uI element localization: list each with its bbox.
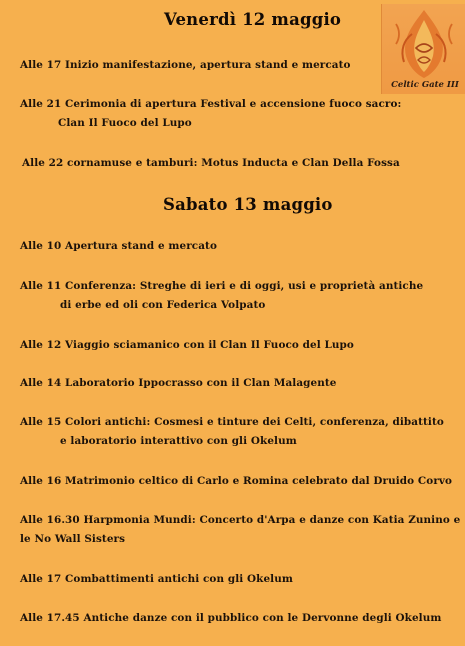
saturday-line-3: Alle 12 Viaggio sciamanico con il Clan Il Fuoco del Lupo bbox=[20, 339, 354, 351]
saturday-line-1: Alle 10 Apertura stand e mercato bbox=[20, 240, 217, 252]
saturday-line-2: Alle 11 Conferenza: Streghe di ieri e di oggi, usi e proprietà antiche bbox=[20, 280, 424, 292]
saturday-line-6: Alle 16 Matrimonio celtico di Carlo e Romina celebrato dal Druido Corvo bbox=[20, 475, 453, 487]
saturday-heading: Sabato 13 maggio bbox=[163, 195, 333, 214]
friday-line-1: Alle 17 Inizio manifestazione, apertura stand e mercato bbox=[20, 59, 351, 71]
celtic-gate-logo bbox=[381, 4, 465, 94]
saturday-line-2-cont: di erbe ed oli con Federica Volpato bbox=[60, 299, 266, 311]
saturday-line-5-cont: e laboratorio interattivo con gli Okelum bbox=[60, 435, 297, 447]
logo-text: Celtic Gate III bbox=[391, 80, 459, 90]
friday-line-3: Alle 22 cornamuse e tamburi: Motus Inducta e Clan Della Fossa bbox=[22, 157, 400, 169]
friday-heading: Venerdì 12 maggio bbox=[164, 10, 342, 29]
saturday-line-8: Alle 17 Combattimenti antichi con gli Okelum bbox=[20, 573, 293, 585]
saturday-line-5: Alle 15 Colori antichi: Cosmesi e tinture dei Celti, conferenza, dibattito bbox=[20, 416, 444, 428]
friday-line-2-cont: Clan Il Fuoco del Lupo bbox=[58, 117, 192, 129]
saturday-line-9: Alle 17.45 Antiche danze con il pubblico con le Dervonne degli Okelum bbox=[20, 612, 442, 624]
saturday-line-7-cont: le No Wall Sisters bbox=[20, 533, 126, 545]
friday-line-2: Alle 21 Cerimonia di apertura Festival e accensione fuoco sacro: bbox=[20, 98, 402, 110]
saturday-line-7: Alle 16.30 Harpmonia Mundi: Concerto d'Arpa e danze con Katia Zunino e bbox=[20, 514, 461, 526]
saturday-line-4: Alle 14 Laboratorio Ippocrasso con il Clan Malagente bbox=[20, 377, 337, 389]
